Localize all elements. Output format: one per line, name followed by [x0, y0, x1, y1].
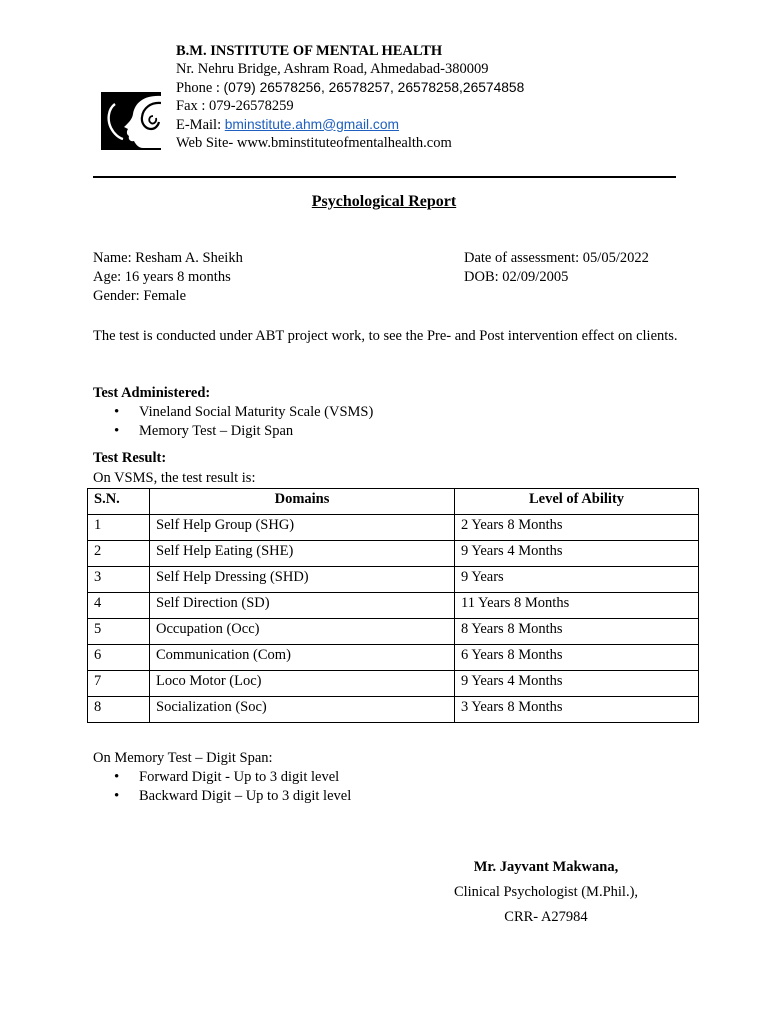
cell-sn: 1	[88, 515, 150, 541]
cell-domain: Self Direction (SD)	[150, 593, 455, 619]
vsms-intro: On VSMS, the test result is:	[93, 470, 256, 486]
cell-sn: 7	[88, 671, 150, 697]
test-result-heading: Test Result:	[93, 450, 167, 466]
column-header-level: Level of Ability	[455, 489, 699, 515]
table-header-row	[88, 489, 699, 515]
list-item: • Memory Test – Digit Span	[93, 422, 373, 441]
header-divider	[93, 176, 676, 178]
cell-domain: Socialization (Soc)	[150, 697, 455, 723]
memory-test-list	[93, 768, 351, 805]
cell-sn: 2	[88, 541, 150, 567]
psychologist-designation: Clinical Psychologist (M.Phil.),	[453, 884, 639, 900]
tests-administered-list	[93, 403, 373, 440]
cell-domain: Occupation (Occ)	[150, 619, 455, 645]
email-label: E-Mail:	[176, 116, 222, 133]
list-item: • Forward Digit - Up to 3 digit level	[93, 768, 351, 787]
table-row	[88, 593, 699, 619]
table-row	[88, 645, 699, 671]
table-row	[88, 619, 699, 645]
psychologist-registration: CRR- A27984	[504, 909, 588, 925]
cell-level: 9 Years	[455, 567, 699, 593]
letterhead	[176, 42, 524, 152]
cell-level: 2 Years 8 Months	[455, 515, 699, 541]
patient-dob: DOB: 02/09/2005	[464, 269, 569, 285]
cell-sn: 8	[88, 697, 150, 723]
cell-sn: 4	[88, 593, 150, 619]
institute-fax: Fax : 079-26578259	[176, 98, 294, 115]
vsms-results-table	[87, 488, 699, 723]
table-row	[88, 567, 699, 593]
cell-domain: Self Help Dressing (SHD)	[150, 567, 455, 593]
cell-domain: Self Help Eating (SHE)	[150, 541, 455, 567]
cell-domain: Loco Motor (Loc)	[150, 671, 455, 697]
column-header-domains: Domains	[150, 489, 455, 515]
cell-level: 9 Years 4 Months	[455, 671, 699, 697]
cell-domain: Communication (Com)	[150, 645, 455, 671]
assessment-date: Date of assessment: 05/05/2022	[464, 250, 649, 266]
table-row	[88, 697, 699, 723]
cell-domain: Self Help Group (SHG)	[150, 515, 455, 541]
patient-age: Age: 16 years 8 months	[93, 269, 231, 285]
cell-level: 11 Years 8 Months	[455, 593, 699, 619]
column-header-sn: S.N.	[88, 489, 150, 515]
report-title: Psychological Report	[311, 193, 457, 210]
table-row	[88, 671, 699, 697]
intro-paragraph: The test is conducted under ABT project work, to see the Pre- and Post intervention effect on clients.	[93, 328, 678, 344]
institute-website: Web Site- www.bminstituteofmentalhealth.com	[176, 135, 452, 152]
phone-label: Phone :	[176, 79, 220, 96]
institute-email-line	[176, 116, 524, 134]
patient-gender: Gender: Female	[93, 288, 187, 304]
cell-sn: 5	[88, 619, 150, 645]
list-item: • Vineland Social Maturity Scale (VSMS)	[93, 403, 373, 422]
cell-level: 9 Years 4 Months	[455, 541, 699, 567]
psychologist-name: Mr. Jayvant Makwana,	[473, 859, 619, 875]
patient-name: Name: Resham A. Sheikh	[93, 250, 243, 266]
cell-level: 8 Years 8 Months	[455, 619, 699, 645]
head-silhouette-logo-icon	[101, 92, 161, 150]
table-row	[88, 541, 699, 567]
table-row	[88, 515, 699, 541]
memory-test-intro: On Memory Test – Digit Span:	[93, 750, 273, 766]
institute-phone-line	[176, 79, 524, 97]
cell-sn: 3	[88, 567, 150, 593]
institute-name: B.M. INSTITUTE OF MENTAL HEALTH	[176, 43, 443, 59]
email-link[interactable]: bminstitute.ahm@gmail.com	[224, 116, 399, 132]
tests-administered-heading: Test Administered:	[93, 385, 211, 401]
cell-sn: 6	[88, 645, 150, 671]
list-item: • Backward Digit – Up to 3 digit level	[93, 787, 351, 806]
institute-phone: (079) 26578256, 26578257, 26578258,26574858	[223, 79, 525, 95]
cell-level: 6 Years 8 Months	[455, 645, 699, 671]
institute-address: Nr. Nehru Bridge, Ashram Road, Ahmedabad-380009	[176, 61, 489, 78]
cell-level: 3 Years 8 Months	[455, 697, 699, 723]
